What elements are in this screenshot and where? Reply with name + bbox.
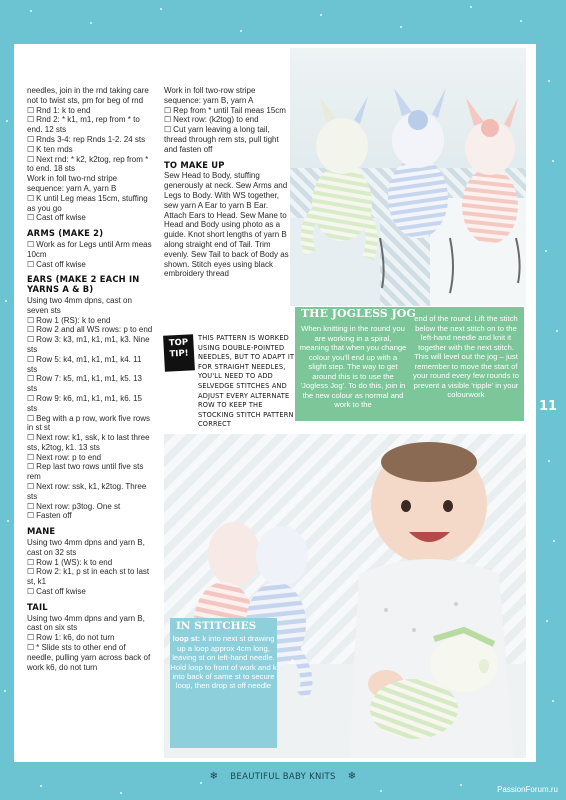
top-tip-badge: TOP TIP! xyxy=(163,334,195,372)
instruction-step: ☐ Work as for Legs until Arm meas 10cm xyxy=(27,240,153,260)
instruction-step: ☐ Beg with a p row, work five rows in st st xyxy=(27,414,153,434)
frame-speck xyxy=(90,22,92,24)
frame-speck xyxy=(548,80,550,82)
snowflake-icon: ❄ xyxy=(209,771,219,782)
instruction-step: ☐ Row 1 (RS): k to end xyxy=(27,316,153,326)
instruction-step: ☐ Row 1 (WS): k to end xyxy=(27,558,153,568)
in-stitches-body xyxy=(170,634,277,690)
frame-speck xyxy=(470,6,472,8)
frame-speck xyxy=(520,20,522,22)
instruction-step: ☐ Rnd 1: k to end xyxy=(27,106,153,116)
instruction-text: Work in foll two-rnd stripe sequence: yarn A, yarn B xyxy=(27,174,118,193)
frame-speck xyxy=(200,782,202,784)
frame-speck xyxy=(553,540,555,542)
in-stitches-box xyxy=(170,618,277,748)
jogless-jog-text-left: When knitting in the round you are working in a spiral, meaning that when you change colour you'll end up with a slight step. The way to get around this is to use the 'Jogless Jog'. To do this, join in the new colour as normal and work to the xyxy=(299,324,407,409)
instruction-step: ☐ * Slide sts to other end of needle, pulling yarn across back of work k6, do not turn xyxy=(27,643,153,672)
instruction-step: ☐ Row 3: k3, m1, k1, m1, k3. Nine sts xyxy=(27,335,153,355)
magazine-title: BEAUTIFUL BABY KNITS xyxy=(230,772,336,782)
mane-heading: MANE xyxy=(27,526,56,537)
instruction-step: ☐ Row 2: k1, p st in each st to last st, k1 xyxy=(27,567,153,587)
instruction-step: ☐ Next rnd: * k2, k2tog, rep from * to end. 18 sts xyxy=(27,155,153,175)
instruction-step: ☐ Cast off kwise xyxy=(27,213,153,223)
instruction-step: ☐ Cast off kwise xyxy=(27,587,153,597)
instruction-step: ☐ Fasten off xyxy=(27,511,153,521)
page-number: 11 xyxy=(539,399,558,414)
instruction-step: ☐ K ten rnds xyxy=(27,145,153,155)
loop-stitch-term: loop st: xyxy=(172,634,201,644)
instruction-step: ☐ Cast off kwise xyxy=(27,260,153,270)
snowflake-icon: ❄ xyxy=(347,771,357,782)
instruction-step: ☐ Row 9: k6, m1, k1, m1, k6. 15 sts xyxy=(27,394,153,414)
instruction-step: ☐ Rnd 2: * k1, m1, rep from * to end. 12 sts xyxy=(27,115,153,135)
frame-speck xyxy=(5,300,7,302)
instruction-step: ☐ Next row: (k2tog) to end xyxy=(164,115,289,125)
frame-speck xyxy=(40,785,42,787)
watermark: PassionForum.ru xyxy=(497,785,558,794)
tail-continued-instructions xyxy=(164,86,289,155)
arms-heading: ARMS (MAKE 2) xyxy=(27,228,104,239)
toy-horses-photo xyxy=(290,48,526,306)
make-up-heading: TO MAKE UP xyxy=(164,159,225,170)
frame-speck xyxy=(552,160,554,162)
frame-speck xyxy=(30,10,32,12)
frame-speck xyxy=(6,120,8,122)
frame-speck xyxy=(120,792,122,794)
instruction-text: Using two 4mm dpns, cast on seven sts xyxy=(27,295,132,315)
instruction-text: Using two 4mm dpns and yarn B, cast on 32 sts xyxy=(27,538,145,557)
instruction-step: ☐ Row 5: k4, m1, k1, m1, k4. 11 sts xyxy=(27,355,153,375)
frame-speck xyxy=(552,700,554,702)
instruction-step: ☐ Cut yarn leaving a long tail, thread through rem sts, pull tight and fasten off xyxy=(164,125,289,154)
instruction-step: ☐ Next row: p to end xyxy=(27,453,153,463)
ears-heading: EARS (MAKE 2 EACH IN YARNS A & B) xyxy=(27,274,140,295)
instruction-step: ☐ Row 2 and all WS rows: p to end xyxy=(27,325,153,335)
instruction-text: Work in foll two-row stripe sequence: yarn B, yarn A xyxy=(164,86,256,105)
frame-speck xyxy=(4,690,6,692)
pattern-column-1 xyxy=(27,86,153,672)
footer-title xyxy=(0,771,566,782)
frame-speck xyxy=(400,26,402,28)
make-up-text: Sew Head to Body, stuffing generously at neck. Sew Arms and Legs to Body. With WS together, sew yarn A Ear to yarn B Ear. Attach Ears to Head. Sew Mane to Head and Body using photo as a guide. Knot short lengths of yarn B along straight end of Tail. Trim evenly. Sew Tail to back of Body as shown. Stitch eyes using black embroidery thread xyxy=(164,171,289,279)
page-frame-top xyxy=(0,0,566,44)
loop-stitch-definition: k into next st drawing up a loop approx 4cm long, leaving st on left-hand needle. Hold loop to front of work and k into back of same st to secure loop, then drop st off needle xyxy=(170,634,277,691)
frame-speck xyxy=(240,30,242,32)
toy-horses-illustration xyxy=(290,48,526,306)
instruction-step: ☐ Rep last two rows until five sts rem xyxy=(27,462,153,482)
frame-speck xyxy=(460,784,462,786)
instruction-step: ☐ K until Leg meas 15cm, stuffing as you go xyxy=(27,194,153,214)
mane-instructions xyxy=(27,538,153,597)
instruction-step: ☐ Next row: k1, ssk, k to last three sts, k2tog, k1. 13 sts xyxy=(27,433,153,453)
instruction-text: needles, join in the rnd taking care not to twist sts, pm for beg of rnd xyxy=(27,86,149,105)
instruction-step: ☐ Row 1: k6, do not turn xyxy=(27,633,153,643)
instruction-text: Using two 4mm dpns and yarn B, cast on six sts xyxy=(27,613,145,633)
instruction-step: ☐ Rnds 3-4: rep Rnds 1-2. 24 sts xyxy=(27,135,153,145)
frame-speck xyxy=(380,790,382,792)
frame-speck xyxy=(160,8,162,10)
frame-speck xyxy=(546,620,548,622)
ears-instructions xyxy=(27,296,153,521)
instruction-step: ☐ Rep from * until Tail meas 15cm xyxy=(164,106,289,116)
leg-instructions xyxy=(27,86,153,223)
frame-speck xyxy=(556,330,558,332)
jogless-jog-text-right: end of the round. Lift the stitch below the next stitch on to the left-hand needle and knit it together with the next stitch. This will level out the jog – just remember to move the start of your round every few rounds to prevent a visible 'ripple' in your colourwork xyxy=(413,314,519,399)
jogless-jog-box xyxy=(295,307,524,421)
in-stitches-title: IN STITCHES xyxy=(176,620,257,632)
instruction-step: ☐ Row 7: k5, m1, k1, m1, k5. 13 sts xyxy=(27,374,153,394)
pattern-column-2 xyxy=(164,86,289,279)
instruction-step: ☐ Next row: ssk, k1, k2tog. Three sts xyxy=(27,482,153,502)
frame-speck xyxy=(548,460,550,462)
tail-heading: TAIL xyxy=(27,601,48,612)
tail-instructions xyxy=(27,614,153,673)
frame-speck xyxy=(545,250,547,252)
instruction-step: ☐ Next row: p3tog. One st xyxy=(27,502,153,512)
arms-instructions xyxy=(27,240,153,269)
frame-speck xyxy=(320,14,322,16)
frame-speck xyxy=(7,520,9,522)
jogless-jog-title: THE JOGLESS JOG xyxy=(301,307,416,320)
top-tip-text: THIS PATTERN IS WORKED USING DOUBLE-POINTED NEEDLES, BUT TO ADAPT IT FOR STRAIGHT NEEDLES, YOU'LL NEED TO ADD SELVEDGE STITCHES AND ADJUST EVERY ALTERNATE ROW TO KEEP THE STOCKING STITCH PATTERN CORRECT xyxy=(198,334,295,429)
page-frame-left xyxy=(0,44,14,762)
